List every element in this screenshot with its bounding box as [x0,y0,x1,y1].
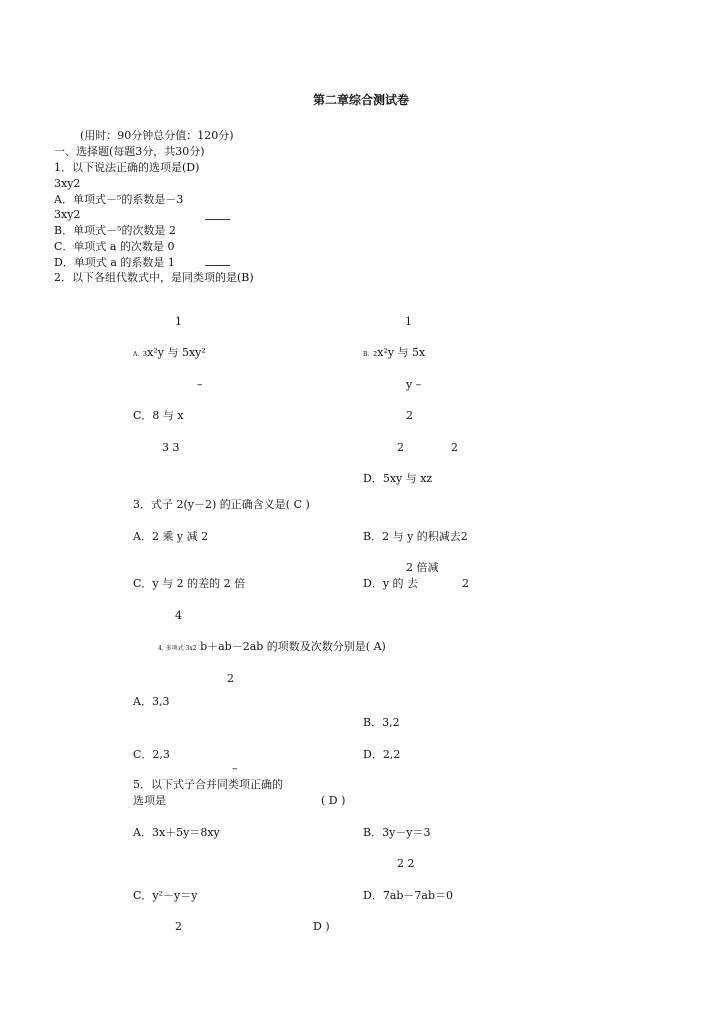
superscript-number: 2 [451,441,458,454]
underline [205,265,230,266]
question-2-stem: 2．以下各组代数式中，是同类项的是(B) [54,271,254,284]
question-4-option-a: A．3,3 [133,695,170,708]
fraction-numerator: 1 [175,315,182,328]
question-6-answer: D ) [313,920,330,933]
option-expression: ₃x²y 与 5xy² [142,346,206,359]
question-3-stem: 3．式子 2(y－2) 的正确含义是( C ) [133,498,310,511]
question-1-fragment-a: 3xy2 [54,177,81,190]
subscript-number: 2 [227,672,234,685]
question-3-option-d: D．y 的 去 [363,577,419,590]
question-1-option-d: D．单项式 a 的系数是 1 [54,256,175,269]
question-1-option-b: B．单项式－⁵的次数是 2 [54,224,176,237]
question-2-option-c: C．8 与 x [133,409,184,422]
question-5-option-d: D．7ab－7ab＝0 [363,889,454,902]
number-fragment: 4 [175,609,182,622]
option-label: A. [133,351,140,358]
expression-fragment: 2 倍减 [406,561,439,574]
question-4-stem [158,640,386,655]
section-heading: 一、选择题(每题3分，共30分) [54,145,205,158]
exam-meta: (用时：90分钟总分值：120分) [80,129,234,142]
question-5-answer: ( D ) [321,794,346,807]
question-1-option-c: C．单项式 a 的次数是 0 [54,240,175,253]
question-4-option-b: B．3,2 [363,716,400,729]
subscript-row: 3 3 [162,441,180,454]
underline [205,219,230,220]
page-title: 第二章综合测试卷 [313,93,410,107]
question-2-option-a [133,346,206,361]
question-4-option-d: D．2,2 [363,748,401,761]
question-1-option-a: A．单项式－⁵的系数是－3 [54,193,184,206]
superscript-row: 2 2 [397,857,415,870]
question-3-option-c: C．y 与 2 的差的 2 倍 [133,577,246,590]
question-5-stem: 5．以下式子合并同类项正确的 [133,778,283,791]
question-5-option-c: C．y²－y＝y [133,889,198,902]
question-4-label: 4. 多项式 3x2 [158,645,197,652]
number-fragment: 2 [462,577,469,590]
question-1-stem: 1．以下说法正确的选项是(D) [54,161,200,174]
question-5-option-a: A．3x＋5y＝8xy [133,826,220,839]
question-4-option-c: C．2,3 [133,748,170,761]
option-expression: ₂x²y 与 5x [372,346,426,359]
fraction-bar: – [232,762,238,775]
fraction-denominator: 2 [406,409,413,422]
question-5-stem-cont: 选项是 [133,794,166,807]
fraction-numerator: 1 [405,315,412,328]
superscript-number: 2 [397,441,404,454]
expression-fragment: y – [406,378,422,391]
question-3-option-b: B．2 与 y 的积减去2 [363,530,468,543]
number-fragment: 2 [175,920,182,933]
fraction-bar: – [197,378,203,391]
option-label: B. [363,351,370,358]
question-4-text: b＋ab－2ab 的项数及次数分别是( A) [200,640,386,653]
question-3-option-a: A．2 乘 y 减 2 [133,530,209,543]
question-1-fragment-b: 3xy2 [54,208,81,221]
question-5-option-b: B．3y－y＝3 [363,826,431,839]
question-2-option-b [363,346,425,361]
question-2-option-d: D．5xy 与 xz [363,472,433,485]
